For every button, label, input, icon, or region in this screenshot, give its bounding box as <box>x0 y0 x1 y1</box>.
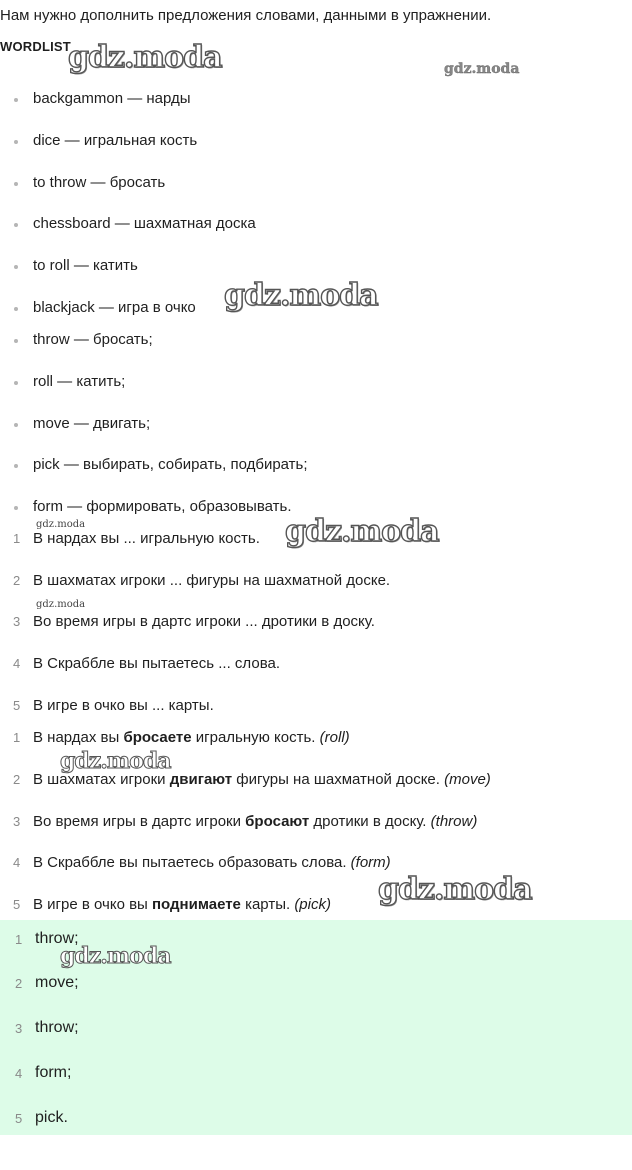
watermark-logo: gdz.moda <box>60 748 171 774</box>
wordlist-title: WORDLIST <box>0 39 71 54</box>
bullet-icon <box>14 307 18 311</box>
watermark-logo: gdz.moda <box>285 514 439 549</box>
english-hint: (roll) <box>319 729 350 746</box>
bullet-icon <box>14 423 18 427</box>
english-hint: (throw) <box>430 813 478 830</box>
answer-word: двигают <box>169 771 233 788</box>
answer-word: бросают <box>245 813 310 830</box>
answer-block: 1 throw; 2 move; 3 throw; 4 form; 5 pick. <box>0 920 632 1135</box>
watermark-logo: gdz.moda <box>68 40 222 75</box>
bullet-icon <box>14 265 18 269</box>
bullet-icon <box>14 98 18 102</box>
watermark-logo: gdz.moda <box>60 943 171 969</box>
watermark-logo: gdz.moda <box>36 519 86 530</box>
english-hint: (move) <box>444 771 491 788</box>
english-hint: (form) <box>350 854 391 871</box>
bullet-icon <box>14 182 18 186</box>
bullet-icon <box>14 506 18 510</box>
english-hint: (pick) <box>294 896 331 913</box>
bullet-icon <box>14 223 18 227</box>
watermark-logo: gdz.moda <box>378 872 532 907</box>
answer-word: бросаете <box>123 729 192 746</box>
bullet-icon <box>14 381 18 385</box>
bullet-icon <box>14 339 18 343</box>
watermark-logo: gdz.moda <box>444 61 520 77</box>
answer-word: поднимаете <box>152 896 241 913</box>
bullet-icon <box>14 464 18 468</box>
bullet-icon <box>14 140 18 144</box>
intro-text: Нам нужно дополнить предложения словами, данными в упражнении. <box>0 7 492 24</box>
watermark-logo: gdz.moda <box>224 278 378 313</box>
watermark-logo: gdz.moda <box>36 599 86 610</box>
